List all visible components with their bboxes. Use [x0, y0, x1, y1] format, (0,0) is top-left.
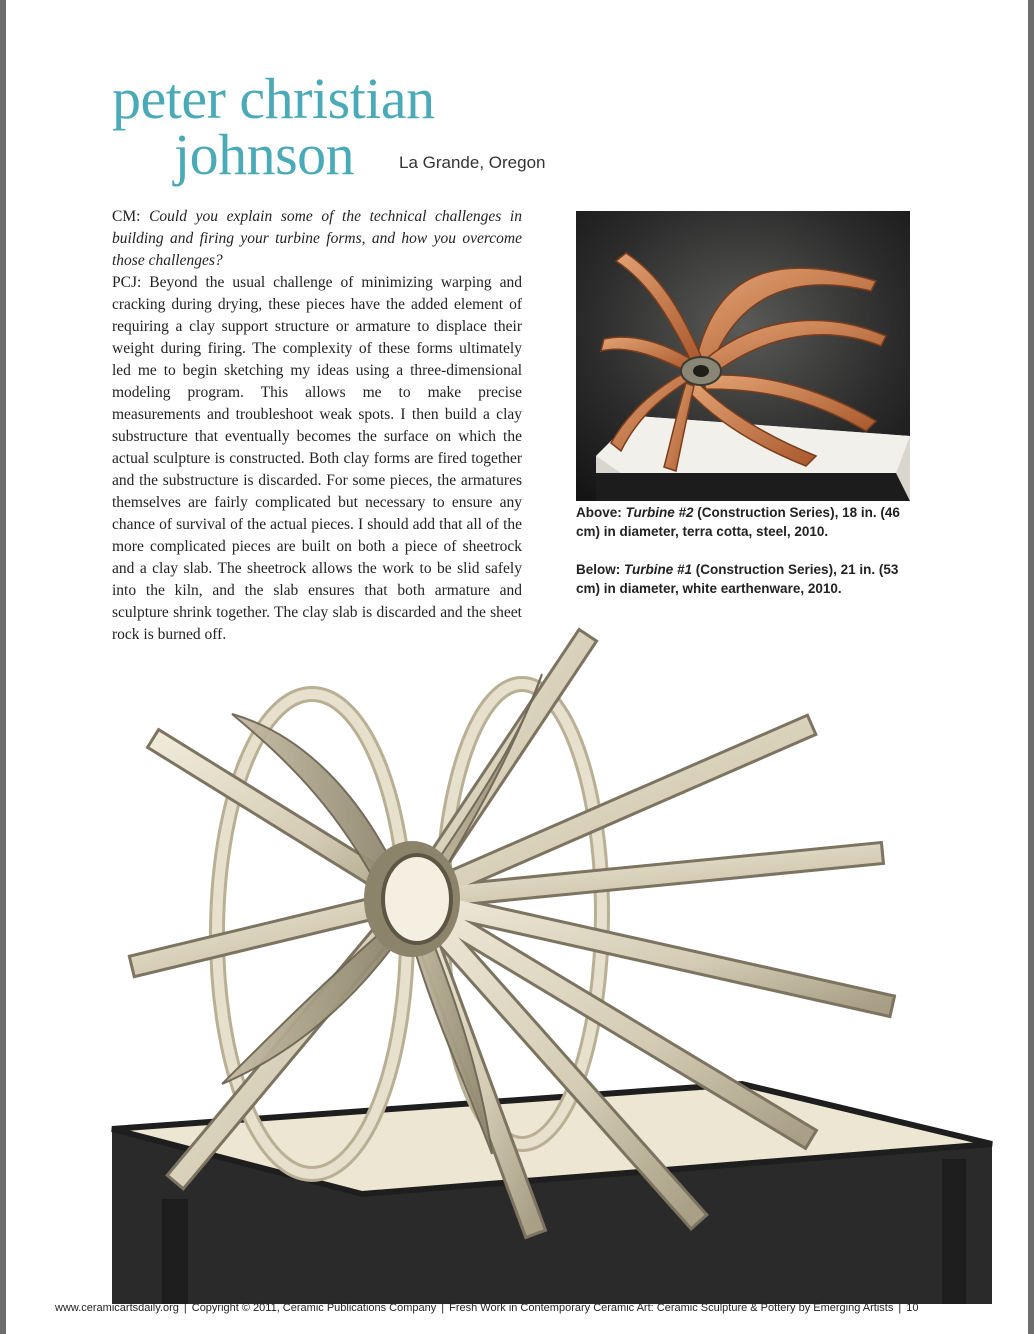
answer-text: Beyond the usual challenge of minimizing warping and cracking during drying, these pieces have the added element of requiring a clay support structure or armature to displace their weight during firing. The complexity of these forms ultimately led me to begin sketching my ideas using a three-dimensional modeling program. This allows me to make precise measurements and troubleshoot weak spots. I then build a clay substructure that eventually becomes the surface on which the actual sculpture is constructed. Both clay forms are fired together and the substructure is discarded. For some pieces, the armatures themselves are fairly complicated but necessary to ensure any chance of survival of the actual pieces. I should add that all of the more complicated pieces are built on both a piece of sheetrock and a clay slab. The sheetrock allows the work to be slid safely into the kiln, and the slab ensures that both armature and sculpture shrink together. The clay slab is discarded and the sheet rock is burned off. [112, 274, 522, 643]
artist-name-line1: peter christian [112, 66, 435, 131]
turbine-2-photo [576, 211, 910, 501]
artist-location: La Grande, Oregon [399, 153, 546, 172]
footer-separator: | [441, 1302, 445, 1314]
footer-page-number: 10 [906, 1302, 919, 1314]
turbine-1-photo [102, 614, 1002, 1304]
answer-prefix: PCJ: [112, 274, 150, 291]
caption-above [576, 503, 916, 541]
caption-below-label: Below: [576, 562, 625, 577]
footer-copyright: Copyright © 2011, Ceramic Publications Company [191, 1302, 437, 1314]
footer-publication: Fresh Work in Contemporary Ceramic Art: Ceramic Sculpture & Pottery by Emerging Artists [449, 1302, 894, 1314]
question-text: Could you explain some of the technical challenges in building and firing your turbine forms, and how you overcome those challenges? [112, 208, 522, 269]
footer-separator: | [898, 1302, 902, 1314]
interview-answer [112, 272, 522, 646]
artist-name-line2: johnson [174, 122, 355, 187]
caption-below-title: Turbine #1 [624, 562, 693, 577]
footer-separator: | [183, 1302, 187, 1314]
question-prefix: CM: [112, 208, 150, 225]
magazine-page [6, 0, 1028, 1334]
caption-above-details: (Construction Series), 18 in. (46 cm) in diameter, terra cotta, steel, 2010. [576, 505, 900, 539]
interview-text [112, 206, 522, 646]
footer-website: www.ceramicartsdaily.org [55, 1302, 179, 1314]
caption-below [576, 560, 916, 598]
page-footer [55, 1302, 1015, 1314]
caption-above-title: Turbine #2 [625, 505, 694, 520]
caption-above-label: Above: [576, 505, 626, 520]
interview-question [112, 206, 522, 272]
caption-below-details: (Construction Series), 21 in. (53 cm) in diameter, white earthenware, 2010. [576, 562, 899, 596]
